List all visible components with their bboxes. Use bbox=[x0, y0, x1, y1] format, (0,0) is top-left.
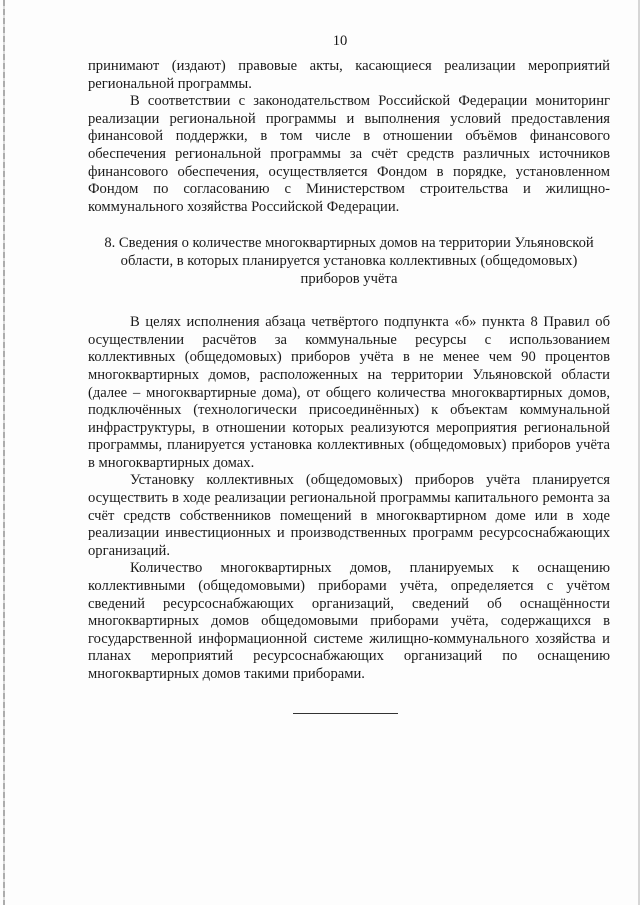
paragraph-monitoring: В соответствии с законодательством Российской Федерации мониторинг реализации региональной программы и выполнения условий предоставления финансовой поддержки, в том числе в отношении объёмов финансового обеспечения региональной программы за счёт средств различных источников финансового обеспечения, осуществляется Фондом в порядке, установленном Фондом по согласованию с Министерством строительства и жилищно-коммунального хозяйства Российской Федерации. bbox=[88, 93, 610, 215]
paragraph-meters-installation: Установку коллективных (общедомовых) приборов учёта планируется осуществить в ходе реализации региональной программы капитального ремонта за счёт средств собственников помещений в многоквартирном доме или в ходе реализации инвестиционных и производственных программ ресурсоснабжающих организаций. bbox=[88, 472, 610, 559]
scan-binding-edge bbox=[3, 0, 5, 905]
page-number: 10 bbox=[332, 33, 348, 49]
paragraph-continuation: принимают (издают) правовые акты, касающиеся реализации мероприятий региональной программы. bbox=[88, 58, 610, 92]
paragraph-meters-quantity: Количество многоквартирных домов, планируемых к оснащению коллективными (общедомовыми) приборами учёта, определяется с учётом сведений ресурсоснабжающих организаций, сведений об оснащённости многоквартирных домов общедомовыми приборами учёта, содержащихся в государственной информационной системе жилищно-коммунального хозяйства и планах мероприятий ресурсоснабжающих организаций по оснащению многоквартирных домов такими приборами. bbox=[88, 560, 610, 682]
paragraph-meters-purpose: В целях исполнения абзаца четвёртого подпункта «б» пункта 8 Правил об осуществлении расчётов за коммунальные ресурсы с использованием коллективных (общедомовых) приборов учёта в не менее чем 90 процентов многоквартирных домов, расположенных на территории Ульяновской области (далее – многоквартирные дома), от общего количества многоквартирных домов, подключённых (технологически присоединённых) к объектам коммунальной инфраструктуры, в отношении которых реализуются мероприятия региональной программы, планируется установка коллективных (общедомовых) приборов учёта в многоквартирных домах. bbox=[88, 314, 610, 471]
section-heading: 8. Сведения о количестве многоквартирных домов на территории Ульяновской области, в которых планируется установка коллективных (общедомовых) приборов учёта bbox=[104, 235, 594, 287]
end-of-text-rule bbox=[293, 713, 398, 714]
document-body bbox=[88, 58, 610, 684]
